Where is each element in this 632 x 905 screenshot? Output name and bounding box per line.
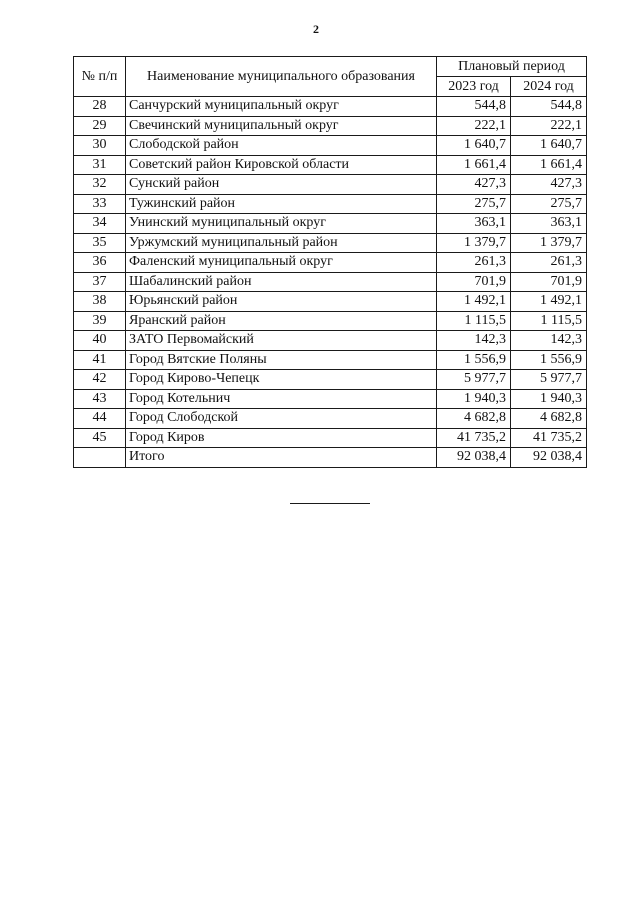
header-number: № п/п bbox=[74, 57, 126, 97]
row-value-2024: 1 379,7 bbox=[511, 233, 587, 253]
table-row bbox=[74, 175, 587, 195]
table-row bbox=[74, 253, 587, 273]
row-value-2024: 1 640,7 bbox=[511, 136, 587, 156]
row-number: 36 bbox=[74, 253, 126, 273]
row-municipality-name: Юрьянский район bbox=[126, 292, 437, 312]
row-value-2024: 4 682,8 bbox=[511, 409, 587, 429]
row-value-2023: 1 640,7 bbox=[437, 136, 511, 156]
table-body bbox=[74, 97, 587, 468]
row-number: 34 bbox=[74, 214, 126, 234]
row-municipality-name: Унинский муниципальный округ bbox=[126, 214, 437, 234]
row-value-2023: 222,1 bbox=[437, 116, 511, 136]
row-value-2023: 701,9 bbox=[437, 272, 511, 292]
row-value-2023: 544,8 bbox=[437, 97, 511, 117]
row-municipality-name: Сунский район bbox=[126, 175, 437, 195]
row-value-2023: 261,3 bbox=[437, 253, 511, 273]
row-value-2023: 5 977,7 bbox=[437, 370, 511, 390]
table-row bbox=[74, 272, 587, 292]
table-row bbox=[74, 331, 587, 351]
row-value-2024: 142,3 bbox=[511, 331, 587, 351]
row-value-2023: 1 492,1 bbox=[437, 292, 511, 312]
row-value-2023: 427,3 bbox=[437, 175, 511, 195]
row-value-2024: 701,9 bbox=[511, 272, 587, 292]
row-value-2024: 1 940,3 bbox=[511, 389, 587, 409]
row-number: 33 bbox=[74, 194, 126, 214]
row-value-2023: 1 115,5 bbox=[437, 311, 511, 331]
row-value-2024: 427,3 bbox=[511, 175, 587, 195]
table-header bbox=[74, 57, 587, 97]
header-year-2024: 2024 год bbox=[511, 77, 587, 97]
total-row bbox=[74, 448, 587, 468]
row-number: 30 bbox=[74, 136, 126, 156]
row-value-2023: 4 682,8 bbox=[437, 409, 511, 429]
table-row bbox=[74, 350, 587, 370]
row-municipality-name: Город Кирово-Чепецк bbox=[126, 370, 437, 390]
row-number: 41 bbox=[74, 350, 126, 370]
row-number: 28 bbox=[74, 97, 126, 117]
table-row bbox=[74, 214, 587, 234]
row-value-2023: 275,7 bbox=[437, 194, 511, 214]
table-row bbox=[74, 409, 587, 429]
header-year-2023: 2023 год bbox=[437, 77, 511, 97]
end-divider-line bbox=[290, 503, 370, 504]
table-row bbox=[74, 155, 587, 175]
row-value-2024: 363,1 bbox=[511, 214, 587, 234]
row-value-2024: 41 735,2 bbox=[511, 428, 587, 448]
row-value-2024: 92 038,4 bbox=[511, 448, 587, 468]
row-municipality-name: Шабалинский район bbox=[126, 272, 437, 292]
table-row bbox=[74, 194, 587, 214]
row-municipality-name: Фаленский муниципальный округ bbox=[126, 253, 437, 273]
row-municipality-name: Город Котельнич bbox=[126, 389, 437, 409]
row-number: 40 bbox=[74, 331, 126, 351]
row-number: 42 bbox=[74, 370, 126, 390]
row-municipality-name: Город Вятские Поляны bbox=[126, 350, 437, 370]
row-value-2024: 544,8 bbox=[511, 97, 587, 117]
row-value-2024: 1 661,4 bbox=[511, 155, 587, 175]
row-value-2024: 5 977,7 bbox=[511, 370, 587, 390]
row-number: 45 bbox=[74, 428, 126, 448]
row-municipality-name: Город Слободской bbox=[126, 409, 437, 429]
row-number: 31 bbox=[74, 155, 126, 175]
row-number: 29 bbox=[74, 116, 126, 136]
row-number: 32 bbox=[74, 175, 126, 195]
row-number bbox=[74, 448, 126, 468]
header-municipality-name: Наименование муниципального образования bbox=[126, 57, 437, 97]
row-municipality-name: Город Киров bbox=[126, 428, 437, 448]
row-number: 43 bbox=[74, 389, 126, 409]
allocation-table bbox=[73, 56, 587, 468]
row-municipality-name: Тужинский район bbox=[126, 194, 437, 214]
row-value-2024: 1 556,9 bbox=[511, 350, 587, 370]
row-municipality-name: Уржумский муниципальный район bbox=[126, 233, 437, 253]
row-municipality-name: Санчурский муниципальный округ bbox=[126, 97, 437, 117]
page-number: 2 bbox=[313, 22, 319, 36]
row-municipality-name: Свечинский муниципальный округ bbox=[126, 116, 437, 136]
table-row bbox=[74, 292, 587, 312]
table-row bbox=[74, 233, 587, 253]
row-municipality-name: Слободской район bbox=[126, 136, 437, 156]
row-value-2024: 261,3 bbox=[511, 253, 587, 273]
header-planning-period: Плановый период bbox=[437, 57, 587, 77]
row-value-2024: 1 115,5 bbox=[511, 311, 587, 331]
row-number: 39 bbox=[74, 311, 126, 331]
table-row bbox=[74, 428, 587, 448]
row-value-2023: 92 038,4 bbox=[437, 448, 511, 468]
row-value-2023: 363,1 bbox=[437, 214, 511, 234]
row-municipality-name: Советский район Кировской области bbox=[126, 155, 437, 175]
row-municipality-name: ЗАТО Первомайский bbox=[126, 331, 437, 351]
table-row bbox=[74, 136, 587, 156]
row-value-2023: 142,3 bbox=[437, 331, 511, 351]
row-municipality-name: Яранский район bbox=[126, 311, 437, 331]
row-value-2023: 1 661,4 bbox=[437, 155, 511, 175]
row-value-2024: 275,7 bbox=[511, 194, 587, 214]
row-value-2023: 1 556,9 bbox=[437, 350, 511, 370]
row-value-2023: 1 379,7 bbox=[437, 233, 511, 253]
row-number: 38 bbox=[74, 292, 126, 312]
row-number: 37 bbox=[74, 272, 126, 292]
table-row bbox=[74, 389, 587, 409]
row-number: 35 bbox=[74, 233, 126, 253]
row-municipality-name: Итого bbox=[126, 448, 437, 468]
row-value-2023: 41 735,2 bbox=[437, 428, 511, 448]
table-row bbox=[74, 116, 587, 136]
row-value-2024: 222,1 bbox=[511, 116, 587, 136]
row-value-2023: 1 940,3 bbox=[437, 389, 511, 409]
row-number: 44 bbox=[74, 409, 126, 429]
table-row bbox=[74, 311, 587, 331]
row-value-2024: 1 492,1 bbox=[511, 292, 587, 312]
table-row bbox=[74, 97, 587, 117]
table-row bbox=[74, 370, 587, 390]
